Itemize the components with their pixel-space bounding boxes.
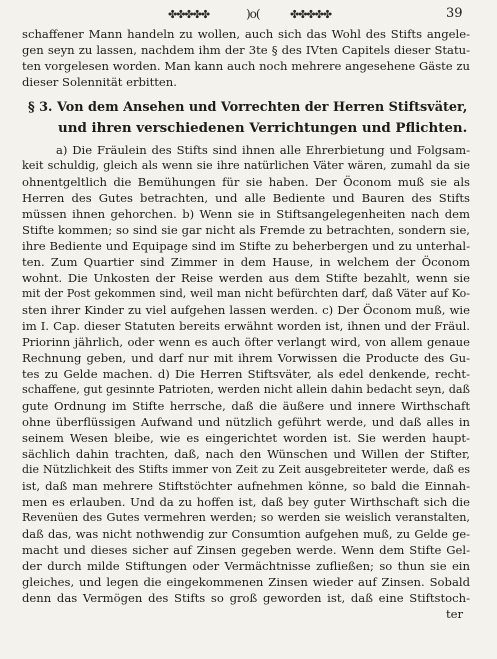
text-line: macht und dieses sicher auf Zinsen gegeben werde. Wenn dem Stifte Gel-	[22, 543, 470, 557]
ornament-right: ✤✤✤✤✤	[290, 8, 332, 21]
text-line: Rechnung geben, und darf nur mit ihrem Vorwissen die Producte des Gu-	[22, 351, 470, 365]
page-number: 39	[446, 6, 463, 21]
text-line: men es erlauben. Und da zu hoffen ist, daß bey guter Wirthschaft sich die	[22, 495, 470, 509]
text-line: im I. Cap. dieser Statuten bereits erwähnt worden ist, ihnen und der Fräul.	[22, 319, 470, 333]
text-line: a) Die Fräulein des Stifts sind ihnen alle Ehrerbietung und Folgsam-	[56, 143, 470, 157]
text-line: mit der Post gekommen sind, weil man nicht befürchten darf, daß Väter auf Ko-	[22, 287, 470, 300]
text-line: Herren des Gutes betrachten, und alle Bediente und Bauren des Stifts	[22, 191, 470, 205]
text-line: die Nützlichkeit des Stifts immer von Zeit zu Zeit ausgebreiteter werde, daß es	[22, 463, 470, 476]
text-line: Revenüen des Gutes vermehren werden; so werden sie weislich veranstalten,	[22, 511, 470, 524]
text-line: tes zu Gelde machen. d) Die Herren Stiftsväter, als edel denkende, recht-	[22, 367, 470, 381]
text-line: gute Ordnung im Stifte herrsche, daß die äußere und innere Wirthschaft	[22, 399, 470, 413]
text-line: sächlich dahin trachten, daß, nach den Wünschen und Willen der Stifter,	[22, 447, 470, 461]
text-line: Stifte kommen; so sind sie gar nicht als Fremde zu betrachten, sondern sie,	[22, 223, 470, 237]
text-line: ohne überflüssigen Aufwand und nützlich geführt werde, und daß alles in	[22, 415, 470, 429]
text-line: gleiches, und legen die eingekommenen Zinsen wieder auf Zinsen. Sobald	[22, 575, 470, 589]
page-header	[0, 4, 497, 26]
section-heading: § 3. Von dem Ansehen und Vorrechten der Herren Stiftsväter,	[28, 100, 468, 115]
text-line: schaffene, gut gesinnte Patrioten, werden nicht allein dahin bedacht seyn, daß	[22, 383, 470, 396]
text-line: sten ihrer Kinder zu viel aufgehen lassen werden. c) Der Öconom muß, wie	[22, 303, 470, 317]
text-line: ohnentgeltlich die Bemühungen für sie haben. Der Öconom muß sie als	[22, 175, 470, 189]
text-line: gen seyn zu lassen, nachdem ihm der 3te § des IVten Capitels dieser Statu-	[22, 43, 470, 57]
text-line: ihre Bediente und Equipage sind im Stifte zu beherbergen und zu unterhal-	[22, 239, 470, 253]
text-line: ten vorgelesen worden. Man kann auch noch mehrere angesehene Gäste zu	[22, 59, 470, 73]
text-line: denn das Vermögen des Stifts so groß geworden ist, daß eine Stiftstoch-	[22, 591, 470, 605]
ornament-center: )o(	[246, 7, 260, 21]
text-line: seinem Wesen bleibe, wie es eingerichtet worden ist. Sie werden haupt-	[22, 431, 470, 445]
text-line: keit schuldig, gleich als wenn sie ihre natürlichen Väter wären, zumahl da sie	[22, 159, 470, 172]
text-line: ten. Zum Quartier sind Zimmer in dem Hause, in welchem der Öconom	[22, 255, 470, 269]
text-line: wohnt. Die Unkosten der Reise werden aus dem Stifte bezahlt, wenn sie	[22, 271, 470, 285]
text-line: Priorinn jährlich, oder wenn es auch öfter verlangt wird, von allem genaue	[22, 335, 470, 349]
text-line: ter	[446, 607, 464, 621]
text-line: daß das, was nicht nothwendig zur Consumtion aufgehen muß, zu Gelde ge-	[22, 527, 470, 541]
ornament-left: ✤✤✤✤✤	[168, 8, 210, 21]
text-line: ist, daß man mehrere Stiftstöchter aufnehmen könne, so bald die Einnah-	[22, 479, 470, 493]
text-line: dieser Solennität erbitten.	[22, 75, 177, 89]
text-line: schaffener Mann handeln zu wollen, auch sich das Wohl des Stifts angele-	[22, 27, 470, 41]
section-heading-sub: und ihren verschiedenen Verrichtungen und Pflichten.	[58, 120, 468, 136]
text-line: müssen ihnen gehorchen. b) Wenn sie in Stiftsangelegenheiten nach dem	[22, 207, 470, 221]
text-line: der durch milde Stiftungen oder Vermächtnisse zufließen; so thun sie ein	[22, 559, 470, 573]
